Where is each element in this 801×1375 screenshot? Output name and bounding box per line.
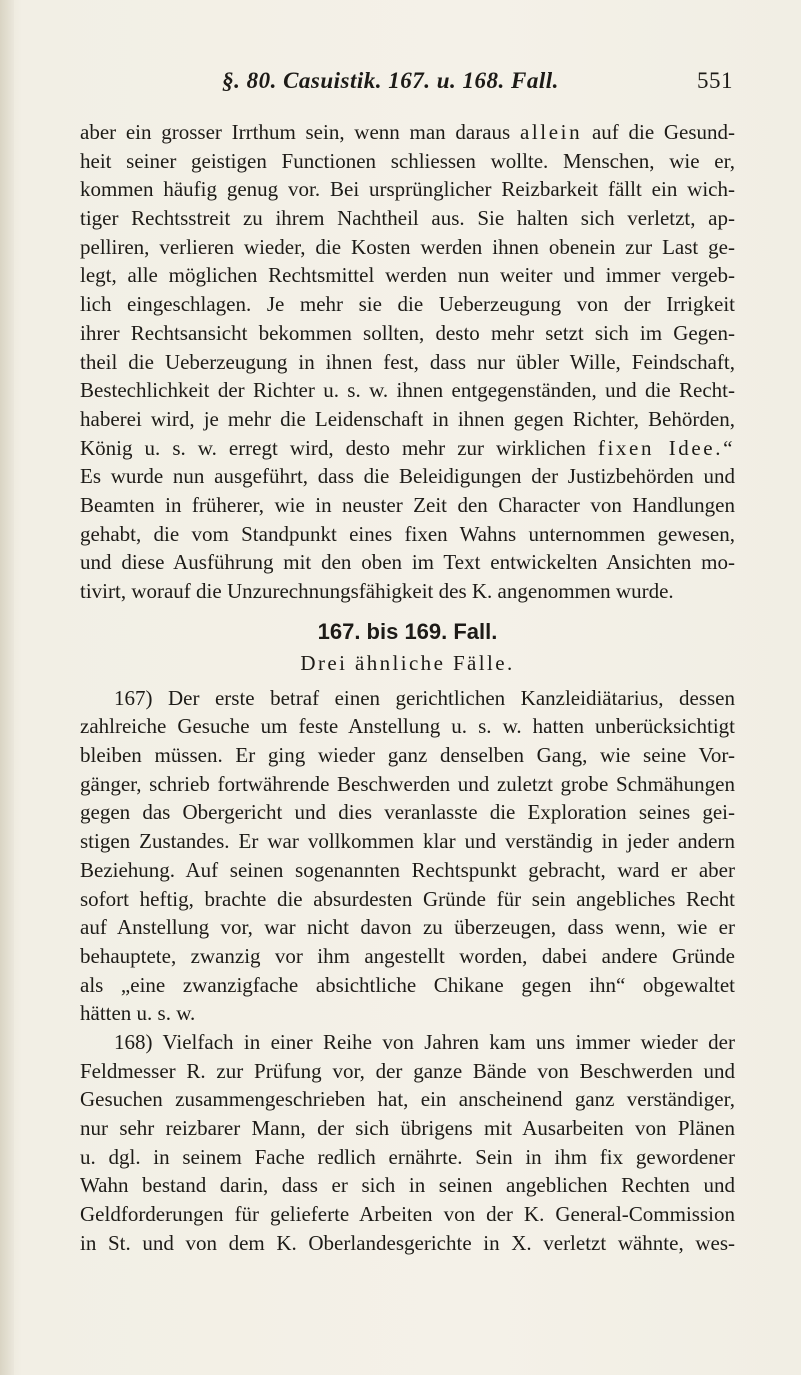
text-line: König u. s. w. erregt wird, desto mehr zur wirklichen fixen Idee.“: [80, 435, 735, 460]
text-line: Feldmesser R. zur Prüfung vor, der ganze Bände von Beschwerden und: [80, 1058, 735, 1083]
text-line: gegen das Obergericht und dies veranlasste die Exploration seines gei-: [80, 800, 735, 825]
text-line: auf Anstellung vor, war nicht davon zu überzeugen, dass wenn, wie er: [80, 915, 735, 940]
text-line: legt, alle möglichen Rechtsmittel werden nun weiter und immer vergeb-: [80, 263, 735, 288]
page-gutter: [0, 0, 14, 1375]
text-line: in St. und von dem K. Oberlandesgerichte in X. verletzt wähnte, wes-: [80, 1230, 735, 1255]
text-line: Beziehung. Auf seinen sogenannten Rechtspunkt gebracht, ward er aber: [80, 857, 735, 882]
section-heading: 167. bis 169. Fall.: [317, 618, 498, 644]
text-line: ihrer Rechtsansicht bekommen sollten, desto mehr setzt sich im Gegen-: [80, 320, 735, 345]
text-line: aber ein grosser Irrthum sein, wenn man daraus allein auf die Gesund-: [80, 120, 736, 144]
text-line: und diese Ausführung mit den oben im Text entwickelten Ansichten mo-: [80, 550, 735, 575]
text-line: heit seiner geistigen Functionen schliessen wollte. Menschen, wie er,: [80, 148, 735, 173]
paragraph-case-168: [80, 1028, 735, 1258]
body-text: [80, 118, 735, 1257]
text-line: Es wurde nun ausgeführt, dass die Beleidigungen der Justizbehörden und: [80, 464, 735, 489]
page-number: 551: [697, 68, 733, 93]
text-line: hätten u. s. w.: [80, 1001, 196, 1026]
emphasis-spaced: allein: [519, 120, 583, 144]
running-head: §. 80. Casuistik. 167. u. 168. Fall.: [222, 68, 559, 93]
text-line: haberei wird, je mehr die Leidenschaft in ihnen gegen Richter, Behörden,: [80, 406, 735, 431]
paragraph-continuation: [80, 118, 735, 606]
text-line: 167) Der erste betraf einen gerichtlichen Kanzleidiätarius, dessen: [114, 685, 735, 710]
text-line: Gesuchen zusammengeschrieben hat, ein anscheinend ganz verständiger,: [80, 1087, 735, 1112]
text-line: lich eingeschlagen. Je mehr sie die Ueberzeugung von der Irrigkeit: [80, 292, 735, 317]
text-line: zahlreiche Gesuche um feste Anstellung u. s. w. hatten unberücksichtigt: [80, 714, 735, 739]
text-line: behauptete, zwanzig vor ihm angestellt worden, dabei andere Gründe: [80, 943, 735, 968]
text-line: gänger, schrieb fortwährende Beschwerden und zuletzt grobe Schmähungen: [80, 771, 735, 796]
text-line: Bestechlichkeit der Richter u. s. w. ihnen entgegenständen, und die Recht-: [80, 378, 735, 403]
text-line: kommen häufig genug vor. Bei ursprünglicher Reizbarkeit fällt ein wich-: [80, 177, 735, 202]
text-line: Beamten in früherer, wie in neuster Zeit den Character von Handlungen: [80, 492, 735, 517]
text-line: gehabt, die vom Standpunkt eines fixen Wahns unternommen gewesen,: [80, 521, 735, 546]
text-line: stigen Zustandes. Er war vollkommen klar und verständig in jeder andern: [80, 829, 735, 854]
text-line: theil die Ueberzeugung in ihnen fest, dass nur übler Wille, Feindschaft,: [80, 349, 735, 374]
page-header: [110, 68, 741, 108]
text-line: bleiben müssen. Er ging wieder ganz denselben Gang, wie seine Vor-: [80, 743, 735, 768]
paragraph-case-167: [80, 684, 735, 1028]
text-line: sofort heftig, brachte die absurdesten Gründe für sein angebliches Recht: [80, 886, 735, 911]
text-line: nur sehr reizbarer Mann, der sich übrigens mit Ausarbeiten von Plänen: [80, 1116, 735, 1140]
text-line: Wahn bestand darin, dass er sich in seinen angeblichen Rechten und: [80, 1173, 735, 1198]
text-line: 168) Vielfach in einer Reihe von Jahren kam uns immer wieder der: [114, 1029, 735, 1054]
text-line: u. dgl. in seinem Fache redlich ernährte. Sein in ihm fix gewordener: [80, 1144, 735, 1169]
text-line: pelliren, verlieren wieder, die Kosten werden ihnen obenein zur Last ge-: [80, 234, 735, 259]
section-subheading: Drei ähnliche Fälle.: [300, 650, 515, 675]
text-line: Geldforderungen für gelieferte Arbeiten von der K. General-Commission: [80, 1202, 735, 1227]
text-line: tivirt, worauf die Unzurechnungsfähigkeit des K. angenommen wurde.: [80, 579, 674, 603]
text-line: tiger Rechtsstreit zu ihrem Nachtheil aus. Sie halten sich verletzt, ap-: [80, 206, 735, 231]
emphasis-spaced: fixen Idee.“: [597, 435, 735, 460]
text-line: als „eine zwanzigfache absichtliche Chikane gegen ihn“ obgewaltet: [80, 972, 735, 997]
